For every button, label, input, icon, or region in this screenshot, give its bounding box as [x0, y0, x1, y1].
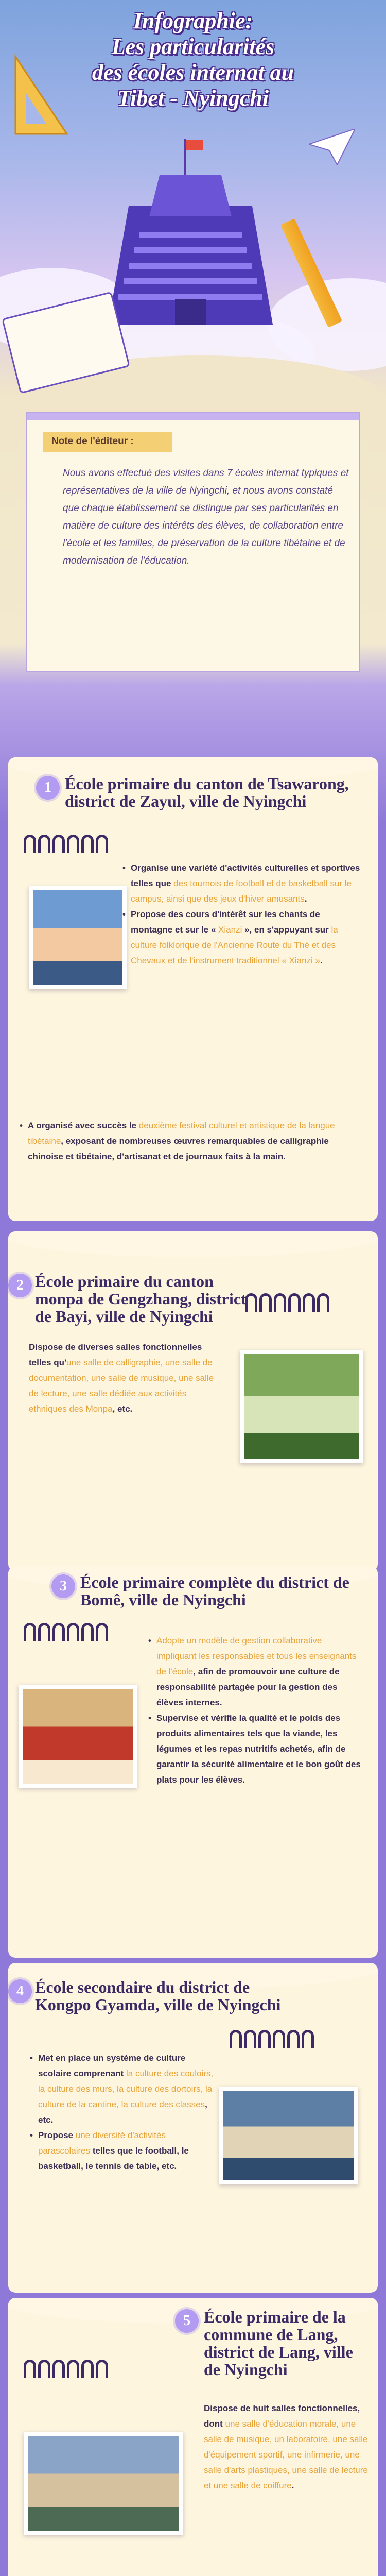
ring-icon [52, 835, 65, 853]
paper-plane-icon [309, 129, 355, 165]
binder-rings [24, 2360, 110, 2380]
school-title: École primaire du canton monpa de Gengzhang, district de Bayi, ville de Nyingchi [35, 1272, 247, 1326]
bullet-point [121, 860, 363, 907]
page-title [0, 8, 386, 111]
binder-rings [230, 2030, 316, 2050]
school-title: École primaire complète du district de Bomê, ville de Nyingchi [80, 1573, 349, 1609]
school-photo [219, 2087, 358, 2184]
highlighted-text: une salle d'éducation morale, une salle de musique, un laboratoire, une salle d'équipement sportif, une infirmerie, une salle d'arts plastiques, une salle de lecture et une salle de coiffure [204, 2419, 368, 2490]
school-building-illustration [98, 129, 283, 325]
text-run: Propose [38, 2130, 76, 2140]
ring-icon [245, 1293, 257, 1312]
ring-icon [287, 2030, 300, 2048]
ring-icon [258, 2030, 271, 2048]
text-run: Supervise et vérifie la qualité et le poids des produits alimentaires tels que la viande, les légumes et les repas nutritifs achetés, afin de garantir la sécurité alimentaire et le bon goût des plats pour les élèves. [156, 1713, 361, 1785]
title-line: des écoles internat au [92, 60, 294, 85]
text-run: Dispose de huit salles fonctionnelles, dont [204, 2403, 360, 2429]
text-run: », en s'appuyant sur [242, 925, 331, 935]
ring-icon [81, 1623, 94, 1641]
ring-icon [96, 1623, 108, 1641]
bullet-point [29, 2128, 214, 2174]
text-run: Met en place un système de culture scolaire comprenant [38, 2053, 186, 2078]
section-number-badge: 3 [51, 1574, 75, 1598]
hero-banner [0, 0, 386, 397]
bullet-point [29, 1342, 214, 1414]
highlighted-text: des tournois de football et de basketball sur le campus, ainsi que des jeux d'hiver amusants [131, 878, 352, 904]
ring-icon [288, 1293, 301, 1312]
text-run: telles que le football, le basketball, le tennis de table, etc. [38, 2146, 189, 2171]
title-line: Les particularités [111, 34, 275, 59]
school-description [29, 1340, 219, 1417]
editor-note [26, 412, 360, 672]
highlighted-text: la culture des couloirs, la culture des murs, la culture des dortoirs, la culture de la cantine, la culture des classes [38, 2069, 214, 2109]
school-section [8, 1963, 378, 2293]
title-line: Tibet - Nyingchi [117, 86, 269, 111]
section-number-badge: 1 [36, 776, 60, 800]
binder-rings [24, 835, 110, 855]
note-label: Note de l'éditeur : [43, 432, 172, 452]
school-photo [24, 2432, 183, 2535]
school-section [8, 1231, 378, 1571]
text-run: Propose des cours d'intérêt sur les chants de montagne et sur le « [131, 909, 320, 935]
section-number-badge: 5 [175, 2309, 199, 2333]
school-title: École primaire du canton de Tsawarong, district de Zayul, ville de Nyingchi [65, 774, 349, 810]
bullet-point [29, 2050, 214, 2128]
school-description [29, 2050, 214, 2174]
school-title: École primaire de la commune de Lang, district de Lang, ville de Nyingchi [204, 2308, 353, 2379]
school-photo [29, 886, 127, 989]
title-line: Infographie: [133, 8, 253, 33]
ring-icon [244, 2030, 256, 2048]
highlighted-text: deuxième festival culturel et artistique de la langue tibétaine [28, 1121, 335, 1146]
highlighted-text: une salle de calligraphie, une salle de documentation, une salle de musique, une salle de lecture, une salle dédiée aux activités ethniques des Monpa [29, 1358, 214, 1414]
ring-icon [303, 1293, 315, 1312]
bullet-point [204, 2403, 368, 2490]
section-number-badge: 4 [8, 1979, 32, 2003]
school-photo [240, 1350, 363, 1463]
text-run: . [291, 2481, 294, 2490]
ring-icon [274, 1293, 286, 1312]
binder-rings [24, 1623, 110, 1643]
school-photo [19, 1685, 137, 1788]
note-text: Nous avons effectué des visites dans 7 écoles internat typiques et représentatives de la ville de Nyingchi, et nous avons constaté que chaque établissement se distingue par ses particularités en matière de culture des intérêts des élèves, de collaboration entre l'école et les familles, de préservation de la culture tibétaine et de modernisation de l'éducation. [63, 468, 349, 566]
ring-icon [38, 2360, 50, 2378]
bullet-point [147, 1633, 363, 1710]
highlighted-text: une diversité d'activités parascolaires [38, 2130, 166, 2156]
ring-icon [81, 835, 94, 853]
ring-icon [67, 835, 79, 853]
note-header-bar [27, 413, 359, 420]
binder-rings [245, 1293, 331, 1314]
school-title: École secondaire du district de Kongpo Gyamda, ville de Nyingchi [35, 1978, 281, 2014]
ring-icon [38, 835, 50, 853]
section-number-badge: 2 [8, 1274, 32, 1297]
ring-icon [52, 1623, 65, 1641]
school-section [8, 757, 378, 1221]
bullet-point [121, 907, 363, 969]
highlighted-text: Xianzi [218, 925, 242, 935]
text-run: , etc. [38, 2099, 207, 2125]
ring-icon [273, 2030, 285, 2048]
school-section [8, 2298, 378, 2576]
school-section [8, 1566, 378, 1958]
ring-icon [24, 1623, 36, 1641]
ring-icon [96, 835, 108, 853]
text-run: , etc. [112, 1404, 133, 1414]
ring-icon [302, 2030, 314, 2048]
school-description [121, 860, 363, 969]
ring-icon [24, 2360, 36, 2378]
ring-icon [96, 2360, 108, 2378]
text-run: Organise une variété d'activités culturelles et sportives telles que [131, 863, 360, 888]
text-run: , exposant de nombreuses œuvres remarquables de calligraphie chinoise et tibétaine, d'artisanat et de journaux faits à la main. [28, 1136, 329, 1161]
bullet-point [19, 1118, 363, 1164]
ring-icon [67, 2360, 79, 2378]
text-run: . [320, 956, 323, 965]
highlighted-text: Adopte un modèle de gestion collaborative impliquant les responsables et tous les enseignants de l'école [156, 1636, 357, 1676]
school-description [147, 1633, 363, 1788]
ring-icon [317, 1293, 329, 1312]
text-run: . [304, 894, 307, 904]
ring-icon [259, 1293, 272, 1312]
school-description [204, 2401, 369, 2494]
text-run: , afin de promouvoir une culture de responsabilité partagée pour la gestion des élèves internes. [156, 1667, 340, 1707]
ring-icon [67, 1623, 79, 1641]
text-run: A organisé avec succès le [28, 1121, 139, 1130]
highlighted-text: la culture folklorique de l'Ancienne Route du Thé et des Chevaux et de l'instrument traditionnel « Xianzi » [131, 925, 338, 965]
text-run: Dispose de diverses salles fonctionnelles telles qu' [29, 1342, 202, 1367]
ring-icon [38, 1623, 50, 1641]
ring-icon [24, 835, 36, 853]
school-description-extra [19, 1118, 363, 1164]
ring-icon [52, 2360, 65, 2378]
bullet-point [147, 1710, 363, 1788]
ring-icon [81, 2360, 94, 2378]
ring-icon [230, 2030, 242, 2048]
